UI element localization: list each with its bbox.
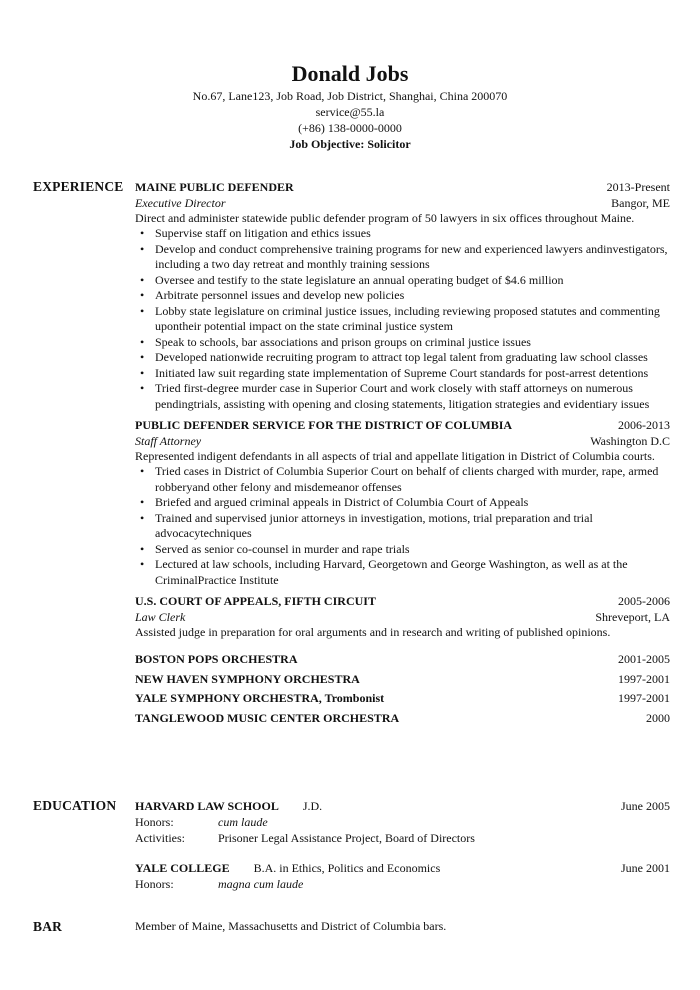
orchestra-row [135, 709, 670, 729]
job-header [135, 417, 670, 433]
school-date: June 2001 [621, 861, 670, 875]
job-location: Bangor, ME [611, 196, 670, 210]
honors-row [135, 876, 670, 892]
orchestra-name: NEW HAVEN SYMPHONY ORCHESTRA [135, 671, 360, 686]
bullet-item: • Lectured at law schools, including Harvard, Georgetown and George Washington, as well as at the CriminalPractice Institute [155, 557, 670, 588]
school-degree: J.D. [302, 799, 323, 813]
job-entry [135, 593, 670, 640]
orchestra-row [135, 689, 670, 709]
phone: (+86) 138-0000-0000 [298, 121, 402, 135]
section-title-bar: BAR [33, 919, 63, 934]
job-summary: Represented indigent defendants in all aspects of trial and appellate litigation in District of Columbia courts. [135, 449, 655, 463]
orchestra-list [135, 650, 670, 728]
bullet-item: • Speak to schools, bar associations and prison groups on criminal justice issues [155, 335, 670, 351]
job-location: Shreveport, LA [595, 610, 670, 624]
experience-section [135, 179, 670, 728]
activities-label: Activities: [135, 831, 185, 845]
bullet-item: • Trained and supervised junior attorneys in investigation, motions, trial preparation and trial advocacytechniques [155, 511, 670, 542]
honors-label: Honors: [135, 815, 174, 829]
job-subheader [135, 609, 670, 625]
job-objective: Job Objective: Solicitor [289, 137, 411, 151]
school-entry [135, 860, 670, 892]
school-degree: B.A. in Ethics, Politics and Economics [253, 861, 441, 875]
orchestra-dates: 2000 [646, 710, 670, 725]
job-subheader [135, 195, 670, 211]
orchestra-name: TANGLEWOOD MUSIC CENTER ORCHESTRA [135, 710, 400, 725]
education-section [135, 798, 670, 892]
job-bullets [135, 226, 670, 412]
honors-value: magna cum laude [218, 877, 304, 891]
job-dates: 2005-2006 [618, 594, 670, 608]
job-dates: 2006-2013 [618, 418, 670, 432]
honors-label: Honors: [135, 877, 174, 891]
school-header [135, 798, 670, 814]
bar-text: Member of Maine, Massachusetts and District of Columbia bars. [135, 919, 447, 933]
bullet-item: • Initiated law suit regarding state implementation of Supreme Court standards for post-arrest detentions [155, 366, 670, 382]
orchestra-row [135, 670, 670, 690]
orchestra-row [135, 650, 670, 670]
bullet-item: • Oversee and testify to the state legislature an annual operating budget of $4.6 million [155, 273, 670, 289]
job-header [135, 179, 670, 195]
school-name: YALE COLLEGE [135, 861, 230, 875]
orchestra-name: YALE SYMPHONY ORCHESTRA, Trombonist [135, 691, 385, 705]
bar-section [135, 919, 670, 934]
job-entry [135, 417, 670, 588]
job-role: Law Clerk [135, 610, 186, 624]
school-name: HARVARD LAW SCHOOL [135, 799, 279, 813]
address: No.67, Lane123, Job Road, Job District, Shanghai, China 200070 [192, 89, 508, 103]
section-title-experience: EXPERIENCE [33, 179, 124, 194]
bullet-item: • Supervise staff on litigation and ethics issues [155, 226, 670, 242]
job-org: U.S. COURT OF APPEALS, FIFTH CIRCUIT [135, 594, 376, 608]
bullet-item: • Served as senior co-counsel in murder and rape trials [155, 542, 670, 558]
bullet-item: • Arbitrate personnel issues and develop new policies [155, 288, 670, 304]
honors-value: cum laude [218, 815, 268, 829]
section-title-education: EDUCATION [33, 798, 117, 813]
job-role: Executive Director [135, 196, 226, 210]
orchestra-dates: 1997-2001 [618, 691, 670, 705]
activities-row [135, 830, 670, 846]
job-entry [135, 179, 670, 412]
job-org: PUBLIC DEFENDER SERVICE FOR THE DISTRICT OF COLUMBIA [135, 418, 513, 432]
job-summary: Direct and administer statewide public defender program of 50 lawyers in six offices throughout Maine. [135, 211, 635, 225]
job-summary: Assisted judge in preparation for oral arguments and in research and writing of published opinions. [135, 625, 611, 639]
job-bullets [135, 464, 670, 588]
orchestra-dates: 1997-2001 [618, 671, 670, 686]
job-header [135, 593, 670, 609]
resume-header [0, 60, 700, 152]
activities-value: Prisoner Legal Assistance Project, Board of Directors [218, 831, 475, 845]
candidate-name: Donald Jobs [291, 61, 409, 86]
bullet-item: • Lobby state legislature on criminal justice issues, including reviewing proposed statutes and commenting upontheir potential impact on the state criminal justice system [155, 304, 670, 335]
email: service@55.la [315, 105, 385, 119]
school-header [135, 860, 670, 876]
orchestra-dates: 2001-2005 [618, 652, 670, 666]
bullet-item: • Tried first-degree murder case in Superior Court and work closely with staff attorneys on numerous pendingtrials, assisting with opening and closing statements, litigation strategies and evidentiary issues [155, 381, 670, 412]
orchestra-name: BOSTON POPS ORCHESTRA [135, 652, 298, 666]
honors-row [135, 814, 670, 830]
job-org: MAINE PUBLIC DEFENDER [135, 180, 294, 194]
school-entry [135, 798, 670, 846]
job-role: Staff Attorney [135, 434, 202, 448]
bullet-item: • Tried cases in District of Columbia Superior Court on behalf of clients charged with murder, rape, armed robberyand other felony and misdemeanor offenses [155, 464, 670, 495]
job-dates: 2013-Present [606, 180, 670, 194]
job-subheader [135, 433, 670, 449]
bullet-item: • Developed nationwide recruiting program to attract top legal talent from graduating law school classes [155, 350, 670, 366]
job-location: Washington D.C [590, 434, 670, 448]
bullet-item: • Develop and conduct comprehensive training programs for new and experienced lawyers andinvestigators, including a two day retreat and monthly training sessions [155, 242, 670, 273]
bullet-item: • Briefed and argued criminal appeals in District of Columbia Court of Appeals [155, 495, 670, 511]
school-date: June 2005 [621, 799, 670, 813]
